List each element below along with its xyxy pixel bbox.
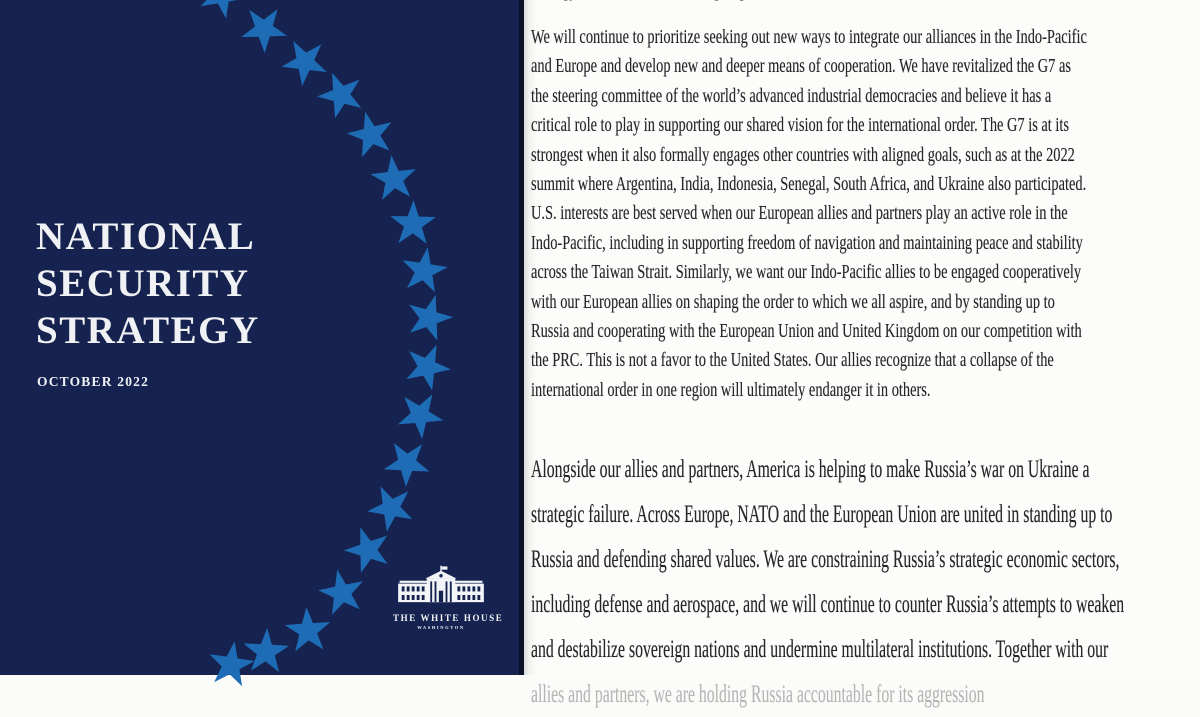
star-icon bbox=[402, 341, 452, 391]
white-house-logo bbox=[393, 565, 504, 630]
text-line: critical role to play in supporting our shared vision for the international order. The G7 is at its bbox=[531, 114, 1070, 137]
white-house-icon bbox=[398, 565, 484, 605]
text-line: across the Taiwan Strait. Similarly, we want our Indo-Pacific allies to be engaged cooperatively bbox=[531, 261, 1082, 284]
text-line: Alongside our allies and partners, America is helping to make Russia’s war on Ukraine a bbox=[531, 456, 1090, 483]
star-icon bbox=[382, 437, 432, 487]
text-line: international order in one region will ultimately endanger it in others. bbox=[531, 378, 931, 401]
cover-title-line: SECURITY bbox=[36, 262, 250, 305]
cover-date: OCTOBER 2022 bbox=[37, 374, 150, 389]
document-page bbox=[524, 0, 1200, 708]
star-icon bbox=[369, 153, 419, 203]
text-line: We will continue to prioritize seeking out new ways to integrate our alliances in the Indo-Pacific bbox=[531, 26, 1087, 48]
cover-title-line: STRATEGY bbox=[36, 309, 260, 352]
text-line: and Europe and develop new and deeper means of cooperation. We have revitalized the G7 as bbox=[531, 55, 1071, 78]
text-line: strongest when it also formally engages other countries with aligned goals, such as at the 2022 bbox=[531, 143, 1075, 166]
text-line: Russia and defending shared values. We are constraining Russia’s strategic economic sectors, bbox=[531, 546, 1120, 573]
star-icon bbox=[399, 245, 449, 295]
cover-page bbox=[0, 0, 519, 675]
text-line: the PRC. This is not a favor to the United States. Our allies recognize that a collapse of the bbox=[531, 349, 1054, 372]
text-line: strategic failure. Across Europe, NATO and the European Union are united in standing up to bbox=[531, 501, 1113, 528]
cover-title-line: NATIONAL bbox=[36, 215, 256, 258]
star-icon bbox=[395, 389, 445, 439]
text-line: Indo-Pacific, including in supporting freedom of navigation and maintaining peace and stability bbox=[531, 231, 1083, 254]
star-icon bbox=[388, 198, 438, 248]
text-line: and destabilize sovereign nations and undermine multilateral institutions. Together with our bbox=[531, 636, 1109, 663]
logo-name: THE WHITE HOUSE bbox=[393, 613, 504, 623]
paragraph-alliances bbox=[531, 23, 1193, 405]
text-line: U.S. interests are best served when our European allies and partners play an active role in the bbox=[531, 202, 1068, 225]
star-icon bbox=[346, 109, 396, 159]
text-line: with our European allies on shaping the order to which we all aspire, and by standing up to bbox=[531, 290, 1055, 313]
clipped-top-line bbox=[531, 0, 1179, 5]
paragraph-russia bbox=[531, 447, 1186, 717]
star-icon bbox=[206, 639, 256, 689]
text-line: including defense and aerospace, and we will continue to counter Russia’s attempts to weaken bbox=[531, 591, 1125, 618]
cover-title bbox=[36, 213, 260, 354]
star-icon bbox=[404, 292, 454, 342]
text-line: Russia and cooperating with the European Union and United Kingdom on our competition with bbox=[531, 320, 1082, 343]
clipped-bottom-line: allies and partners, we are holding Russia accountable for its aggression bbox=[531, 681, 985, 708]
logo-subtitle: WASHINGTON bbox=[417, 625, 465, 630]
text-line: the steering committee of the world’s advanced industrial democracies and believe it has a bbox=[531, 84, 1052, 107]
text-line: summit where Argentina, India, Indonesia, Senegal, South Africa, and Ukraine also participated. bbox=[531, 173, 1087, 196]
